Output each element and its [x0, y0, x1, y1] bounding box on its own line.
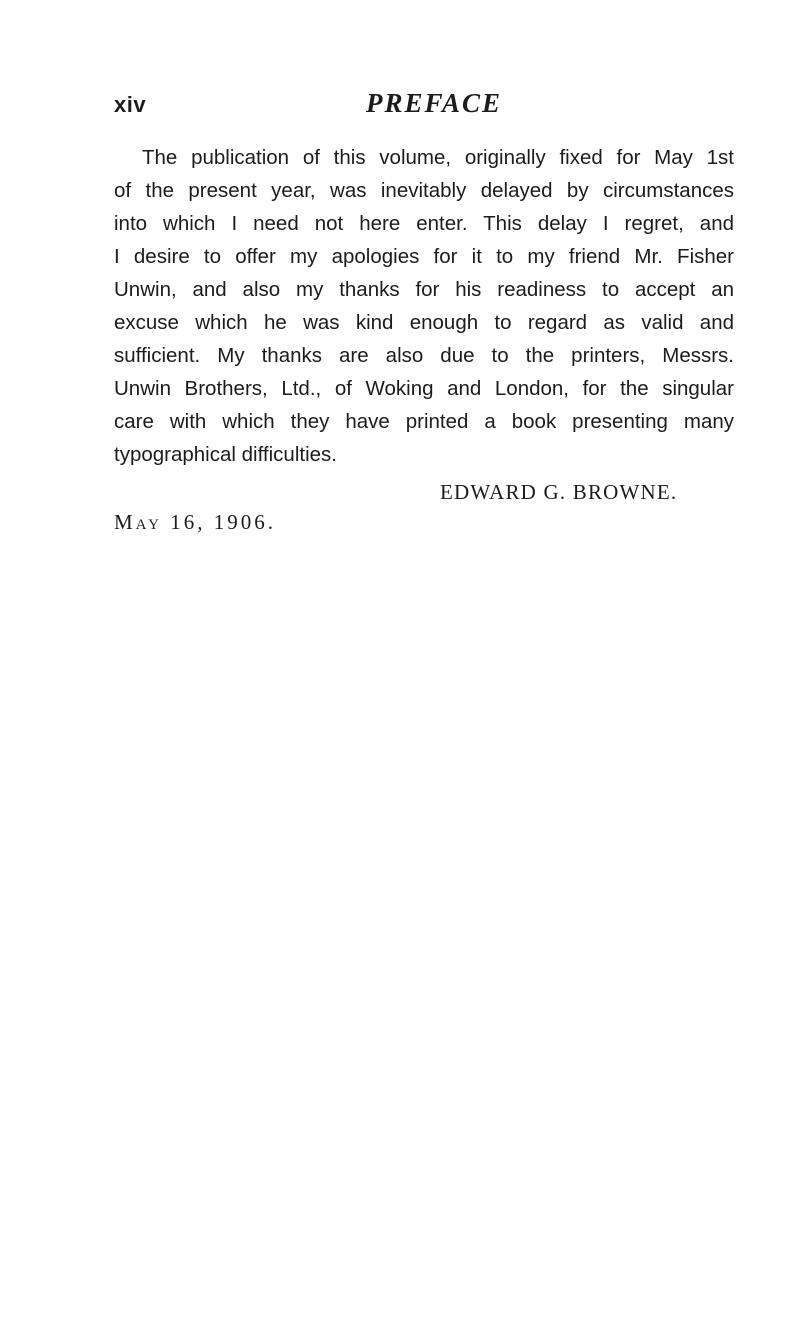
paragraph-line: care with which they have printed a book presenting many	[114, 410, 734, 433]
dateline: May 16, 1906.	[114, 510, 276, 534]
paragraph-line: Unwin Brothers, Ltd., of Woking and London, for the singular	[114, 377, 734, 400]
paragraph-line: excuse which he was kind enough to regard as valid and	[114, 311, 734, 334]
paragraph-line: The publication of this volume, originally fixed for May 1st	[142, 146, 734, 169]
page-number: xiv	[114, 92, 147, 117]
paragraph-line: I desire to offer my apologies for it to my friend Mr. Fisher	[114, 245, 734, 268]
paragraph-line: Unwin, and also my thanks for his readiness to accept an	[114, 278, 734, 301]
running-head	[114, 88, 734, 128]
paragraph-line: of the present year, was inevitably delayed by circumstances	[114, 179, 734, 202]
preface-paragraph	[114, 141, 734, 471]
running-title: PREFACE	[366, 88, 503, 118]
paragraph-line: sufficient. My thanks are also due to the printers, Messrs.	[114, 344, 734, 367]
paragraph-line: typographical difficulties.	[114, 443, 337, 466]
author-signature: EDWARD G. BROWNE.	[440, 480, 678, 504]
paragraph-line: into which I need not here enter. This delay I regret, and	[114, 212, 734, 235]
